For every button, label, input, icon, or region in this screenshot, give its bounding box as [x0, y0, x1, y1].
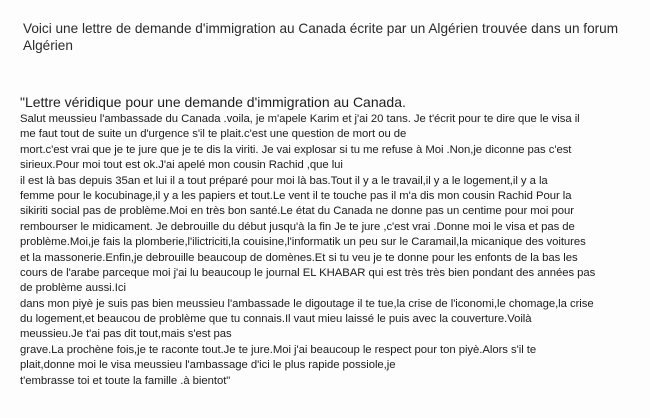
letter-line: de problème aussi.Ici: [20, 282, 126, 295]
letter-line: sikiriti social pas de problème.Moi en très bon santé.Le état du Canada ne donne pas un centime pour moi pour: [20, 205, 574, 218]
letter-line: Salut meussieu l'ambassade du Canada .voila, je m'apele Karim et j'ai 20 tans. Je t'écrit pour te dire que le visa il: [20, 113, 580, 125]
letter-line: mort.c'est vrai que je te jure que je te dis la viriti. Je vai explosar si tu me refuse à Moi .Non,je diconne pas c'est: [20, 143, 572, 156]
letter-line: du logement,et beaucou de problème que tu connais.Il vaut mieu laissé le puis avec la couverture.Voilà: [20, 313, 532, 326]
letter-line: me faut tout de suite un d'urgence s'il te plait.c'est une question de mort ou de: [20, 128, 407, 141]
letter-line: dans mon piyè je suis pas bien meussieu l'ambassade le digoutage il te tue,la crise de l'iconomi,le chomage,la crise: [20, 297, 594, 310]
letter-line: t'embrasse toi et toute la famille .à bientot": [20, 374, 231, 387]
letter-line: sirieux.Pour moi tout est ok.J'ai apelé mon cousin Rachid ,que lui: [20, 159, 343, 172]
letter-line: rembourser le midicament. Je debrouille du début jusqu'à la fin Je te jure ,c'est vrai .Donne moi le visa et pas de: [20, 220, 575, 233]
letter-title: "Lettre véridique pour une demande d'immigration au Canada.: [20, 94, 406, 110]
letter-line: meussieu.Je t'ai pas dit tout,mais s'est pas: [20, 328, 232, 341]
letter-line: et la massonerie.Enfin,je debrouille beaucoup de domènes.Et si tu veu je te donne pour les enfonts de la bas les: [20, 251, 578, 264]
letter-line: problème.Moi,je fais la plomberie,l'ilictriciti,la couisine,l'informatik un peu sur le Caramail,la micanique des voitures: [20, 236, 586, 249]
letter-line: femme pour le kocubinage,il y a les papiers et tout.Le vent il te touche pas il m'a dis mon cousin Rachid Pour la: [20, 189, 572, 202]
letter-line: grave.La prochène fois,je te raconte tout.Je te jure.Moi j'ai beaucoup le respect pour ton piyè.Alors s'il te: [20, 343, 537, 356]
letter-line: il est là bas depuis 35an et lui il a tout préparé pour moi là bas.Tout il y a le travail,il y a le logement,il y a la: [20, 174, 548, 187]
letter-line: cours de l'arabe parceque moi j'ai lu beaucoup le journal EL KHABAR qui est très très bien pondant des années pas: [20, 266, 596, 279]
intro-text: Voici une lettre de demande d'immigration au Canada écrite par un Algérien trouvée dans un forum Algérien: [23, 21, 619, 53]
letter-body: [20, 112, 650, 389]
letter-line: plait,donne moi le visa meussieu l'ambassage d'ici le plus rapide possiole,je: [20, 359, 396, 372]
